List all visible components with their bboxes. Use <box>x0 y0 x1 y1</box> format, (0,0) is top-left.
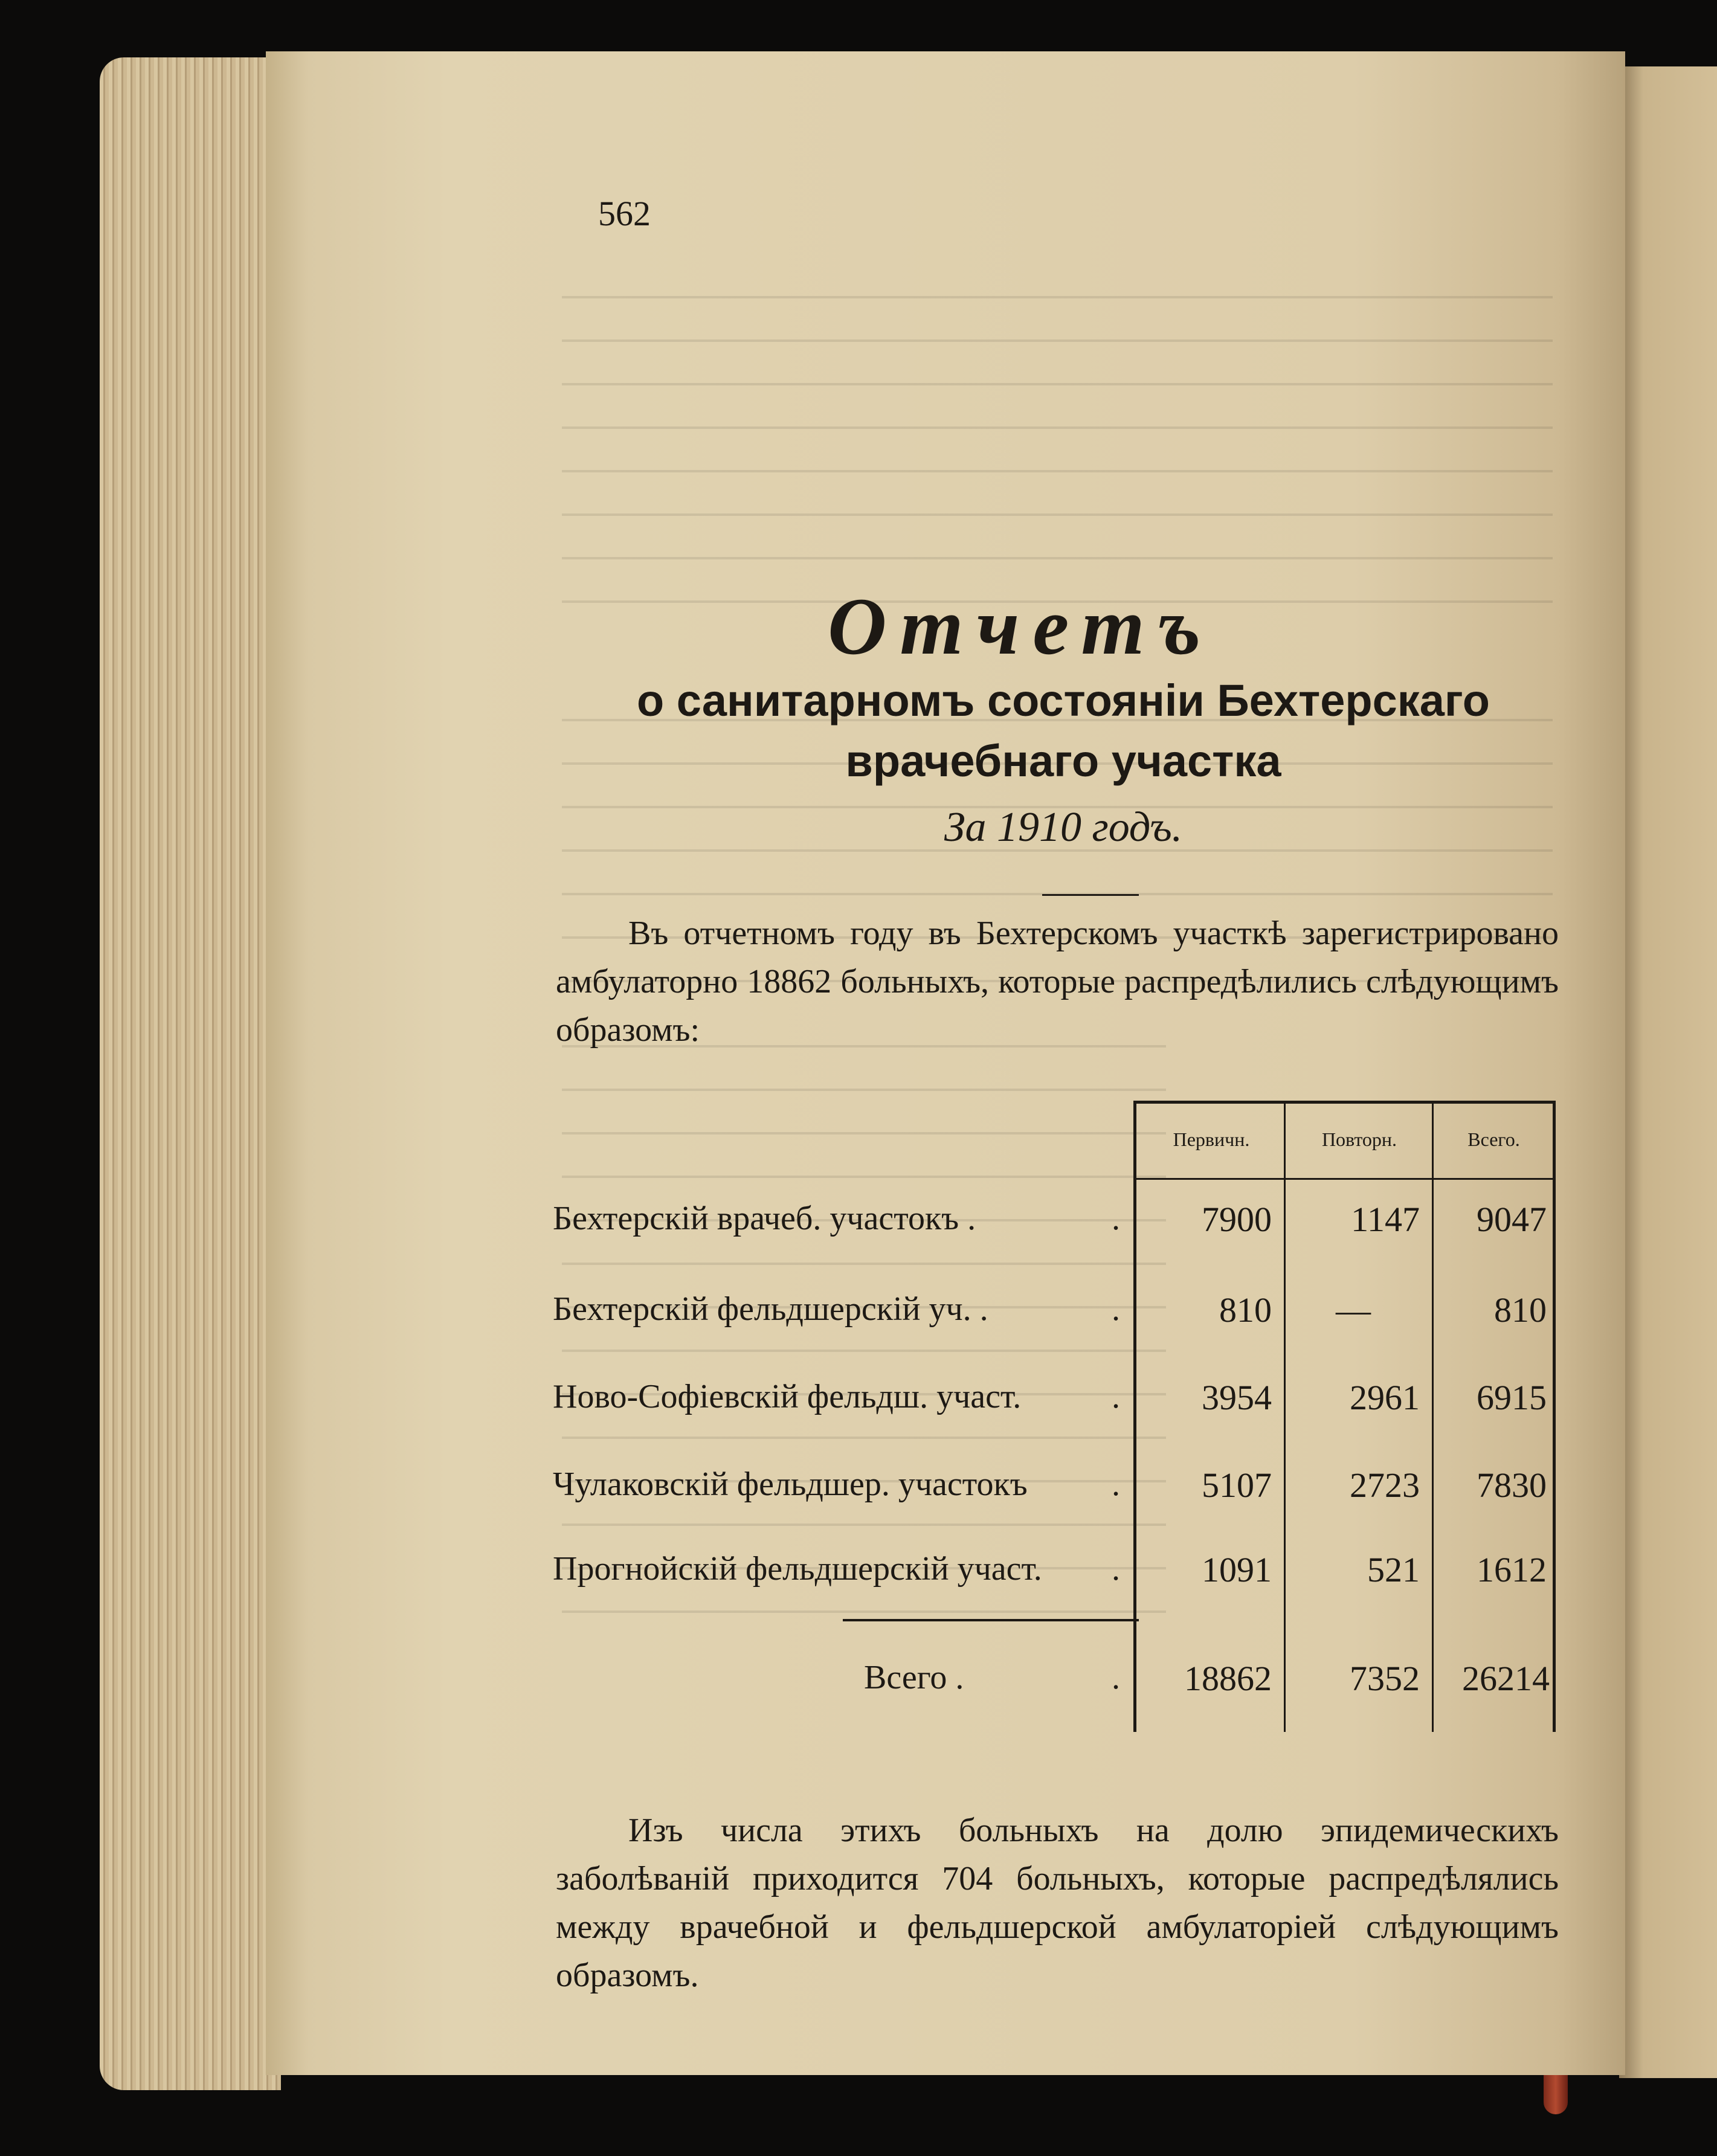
cell-total: 810 <box>1494 1290 1547 1330</box>
total-total: 26214 <box>1462 1659 1550 1698</box>
cell-primary: 3954 <box>1202 1378 1272 1417</box>
closing-paragraph: Изъ числа этихъ больныхъ на долю эпидемическихъ заболѣванiй приходится 704 больныхъ, которые распредѣлялись между врачебной и фельдшерской амбулаторiей слѣдующимъ образомъ. <box>556 1812 1559 1994</box>
row-dot: . <box>1112 1290 1120 1328</box>
cell-total: 7830 <box>1477 1466 1547 1505</box>
total-label: Всего . <box>864 1659 964 1696</box>
cell-total: 1612 <box>1477 1550 1547 1589</box>
row-label: Чулаковскiй фельдшер. участокъ <box>553 1466 1028 1503</box>
cell-repeat: — <box>1336 1290 1371 1330</box>
cell-repeat: 2723 <box>1350 1466 1420 1505</box>
row-label: Бехтерскiй врачеб. участокъ . <box>553 1200 976 1237</box>
intro-paragraph: Въ отчетномъ году въ Бехтерскомъ участкѣ зарегистрировано амбулаторно 18862 больныхъ, которые распредѣлились слѣдующимъ образомъ: <box>556 915 1559 1049</box>
cell-primary: 1091 <box>1202 1550 1272 1589</box>
table-header-rule <box>1136 1178 1556 1180</box>
column-header-total: Всего. <box>1467 1128 1520 1150</box>
column-header-primary: Первичн. <box>1173 1128 1250 1150</box>
adjacent-page <box>1619 66 1717 2078</box>
row-label: Бехтерскiй фельдшерскiй уч. . <box>553 1290 988 1328</box>
report-year: За 1910 годъ. <box>944 804 1183 851</box>
total-repeat: 7352 <box>1350 1659 1420 1698</box>
total-rule <box>843 1619 1139 1621</box>
table-right-rule <box>1553 1101 1556 1732</box>
title-divider <box>1042 894 1139 896</box>
row-dot: . <box>1112 1466 1120 1503</box>
report-title: Отчетъ <box>828 582 1214 672</box>
book-page-edges <box>100 57 281 2090</box>
cell-total: 6915 <box>1477 1378 1547 1417</box>
table-left-rule <box>1133 1101 1136 1732</box>
table-col-rule-2 <box>1432 1101 1434 1732</box>
total-dot: . <box>1112 1659 1120 1696</box>
cell-primary: 5107 <box>1202 1466 1272 1505</box>
cell-primary: 7900 <box>1202 1200 1272 1239</box>
report-subtitle: о санитарномъ состоянiи Бехтерскаго врачебнаго участка <box>637 675 1490 786</box>
cell-repeat: 2961 <box>1350 1378 1420 1417</box>
cell-total: 9047 <box>1477 1200 1547 1239</box>
cell-repeat: 1147 <box>1351 1200 1420 1239</box>
table-col-rule-1 <box>1284 1101 1286 1732</box>
row-dot: . <box>1112 1200 1120 1237</box>
cell-primary: 810 <box>1219 1290 1272 1330</box>
row-dot: . <box>1112 1550 1120 1588</box>
total-primary: 18862 <box>1184 1659 1272 1698</box>
row-label: Ново-Софiевскiй фельдш. участ. <box>553 1378 1022 1415</box>
row-dot: . <box>1112 1378 1120 1415</box>
page-number: 562 <box>598 194 651 233</box>
column-header-repeat: Повторн. <box>1321 1128 1397 1150</box>
table-top-rule <box>1136 1101 1556 1104</box>
cell-repeat: 521 <box>1367 1550 1420 1589</box>
row-label: Прогнойскiй фельдшерскiй участ. <box>553 1550 1042 1588</box>
